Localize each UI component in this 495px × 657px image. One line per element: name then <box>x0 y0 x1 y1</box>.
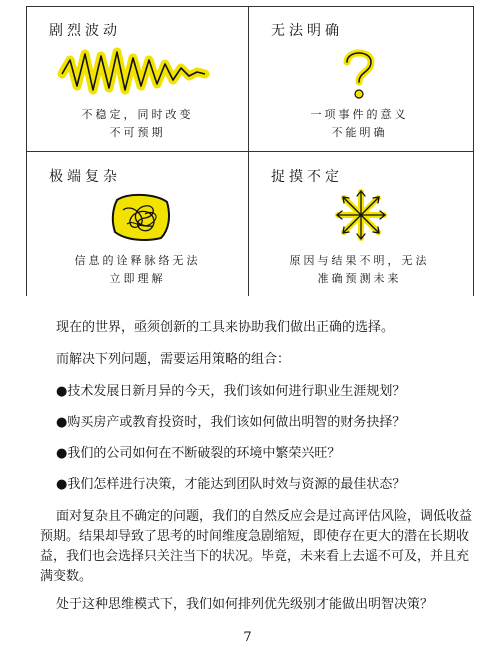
quadrant-desc <box>249 252 470 288</box>
quadrant-title: 剧烈波动 <box>49 23 121 39</box>
burst-arrows-icon <box>331 186 391 244</box>
quadrant-desc <box>27 106 248 142</box>
quadrant-volatility <box>27 6 248 151</box>
desc-line: 立即理解 <box>109 272 166 285</box>
desc-line: 一项事件的意义 <box>310 108 409 121</box>
paragraph-closing: 处于这种思维模式下，我们如何排列优先级别才能做出明智决策？ <box>56 597 434 612</box>
quadrant-desc <box>27 252 248 288</box>
desc-line: 不能明确 <box>331 126 388 139</box>
zigzag-icon <box>57 46 217 96</box>
bullet-item: ●我们怎样进行决策，才能达到团队时效与资源的最佳状态？ <box>56 477 406 492</box>
quadrant-ambiguity <box>249 6 470 151</box>
question-mark-icon <box>339 48 379 102</box>
desc-line: 准确预测未来 <box>317 272 402 285</box>
paragraph-intro: 现在的世界，亟须创新的工具来协助我们做出正确的选择。 <box>56 320 395 335</box>
bullet-item: ●购买房产或教育投资时，我们该如何做出明智的财务抉择？ <box>56 415 406 430</box>
quadrant-title: 极端复杂 <box>49 169 121 185</box>
bullet-item: ●我们的公司如何在不断破裂的环境中繁荣兴旺？ <box>56 446 341 461</box>
tangle-icon <box>109 190 173 242</box>
paragraph-lead: 而解决下列问题，需要运用策略的组合： <box>56 352 291 367</box>
quadrant-complexity <box>27 152 248 297</box>
bullet-item: ●技术发展日新月异的今天，我们该如何进行职业生涯规划？ <box>56 384 406 399</box>
page-number: 7 <box>243 630 252 645</box>
quadrant-title: 无法明确 <box>271 23 343 39</box>
vuca-grid <box>26 6 474 296</box>
quadrant-title: 捉摸不定 <box>271 169 343 185</box>
paragraph-body: 面对复杂且不确定的问题，我们的自然反应会是过高评估风险，调低收益预期。结果却导致了思考的时间维度急剧缩短，即使存在更大的潜在长期收益，我们也会选择只关注当下的状况。毕竟，未来看上去遥不可及，并且充满变数。 <box>40 509 473 584</box>
desc-line: 原因与结果不明，无法 <box>289 254 430 267</box>
desc-line: 不可预期 <box>109 126 166 139</box>
quadrant-desc <box>249 106 470 142</box>
quadrant-uncertainty <box>249 152 470 297</box>
desc-line: 信息的诠释脉络无法 <box>74 254 201 267</box>
desc-line: 不稳定，同时改变 <box>81 108 194 121</box>
